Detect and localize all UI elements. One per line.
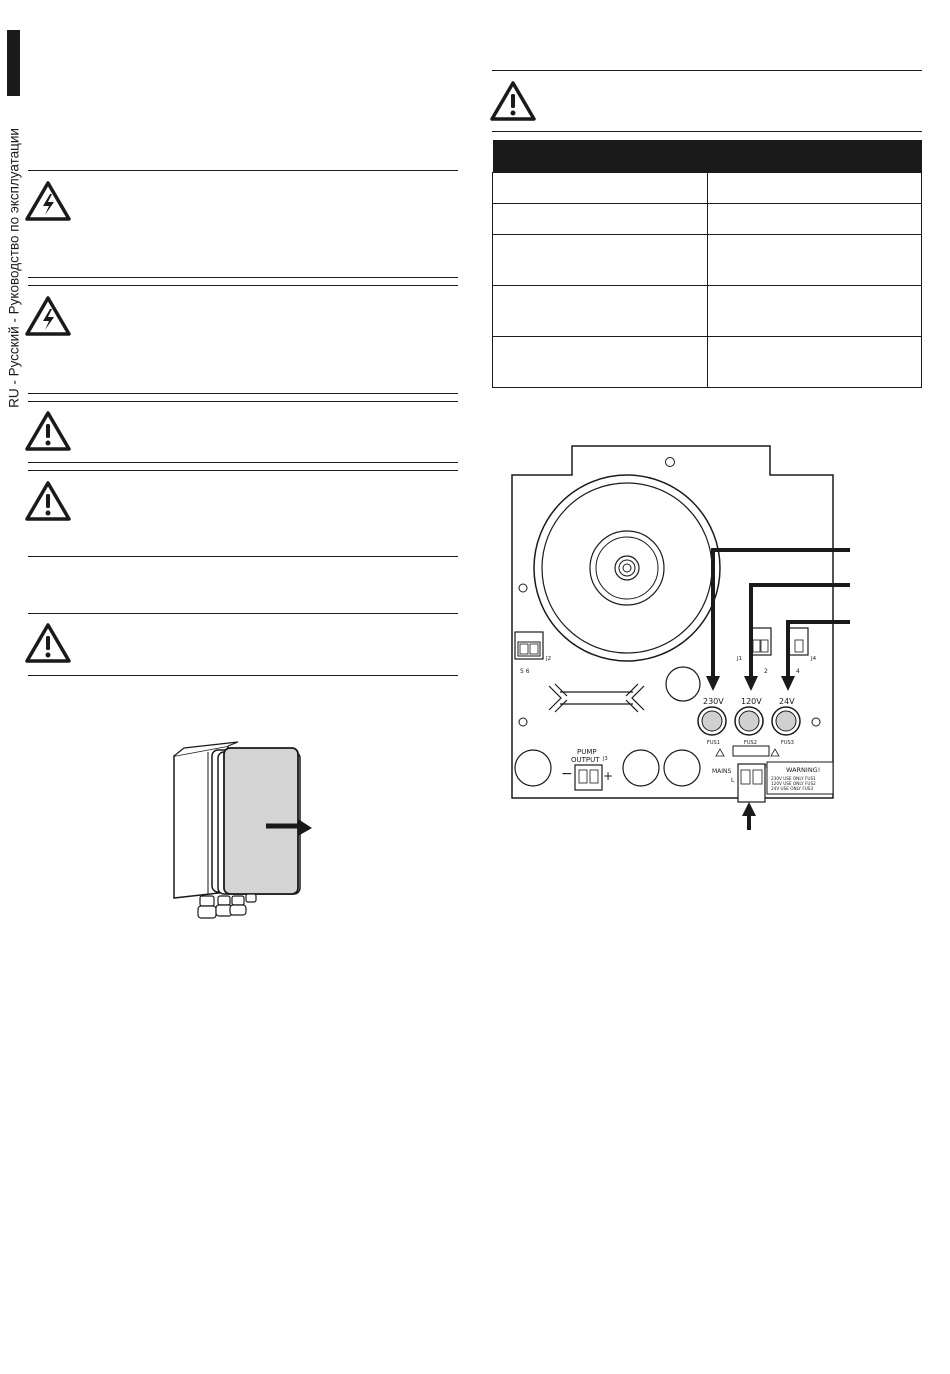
table-cell	[707, 204, 922, 235]
table-cell	[707, 337, 922, 388]
mains-label: MAINS	[712, 768, 732, 775]
connector-pin-label: 2	[764, 668, 768, 675]
fuse-voltage-label: 24V	[779, 697, 795, 706]
fuse-label: FUS2	[744, 740, 757, 746]
mains-l-label: L	[731, 777, 735, 784]
connector-ref-label: J4	[811, 656, 817, 662]
table-cell	[707, 286, 922, 337]
fuse-voltage-label: 120V	[741, 697, 762, 706]
connector-pin-label: 4	[796, 668, 800, 675]
sidebar-language-label: RU - Русский - Руководство по эксплуатации	[6, 128, 22, 408]
fuse-warning-title: WARNING!	[786, 766, 821, 774]
fuse-warning-line: 230V USE ONLY FUS1	[771, 776, 816, 781]
connector-ref-label: J1	[737, 656, 743, 662]
connector	[515, 632, 543, 659]
high-voltage-warning-icon	[25, 180, 71, 222]
capacitor	[515, 750, 551, 786]
table-cell	[493, 204, 708, 235]
divider	[28, 675, 458, 676]
exclamation-warning-icon	[25, 410, 71, 452]
fuse-label: FUS3	[781, 740, 794, 746]
table-header	[493, 140, 922, 173]
divider	[28, 556, 458, 557]
section-tab-marker	[7, 30, 20, 96]
table-row	[493, 286, 922, 337]
table-cell	[707, 173, 922, 204]
fuse-voltage-label: 230V	[703, 697, 724, 706]
capacitor	[623, 750, 659, 786]
pump-output-label: PUMP	[577, 748, 597, 756]
enclosure-cover-removal-illustration	[168, 740, 318, 930]
control-board-diagram	[505, 440, 865, 830]
table-row	[493, 337, 922, 388]
table-row	[493, 235, 922, 286]
divider	[28, 613, 458, 614]
exclamation-warning-icon	[25, 622, 71, 664]
table-cell	[493, 337, 708, 388]
transformer	[534, 475, 720, 661]
exclamation-warning-icon	[490, 80, 536, 122]
plus-label: +	[603, 769, 614, 783]
table-cell	[493, 235, 708, 286]
connector-ref-label: J2	[546, 656, 552, 662]
fuse-warning-line: 24V USE ONLY FUS3	[771, 786, 814, 791]
connector-pin-label: 5 6	[520, 668, 530, 675]
divider	[28, 401, 458, 402]
table-row	[493, 204, 922, 235]
capacitor	[666, 667, 700, 701]
exclamation-warning-icon	[25, 480, 71, 522]
capacitor	[664, 750, 700, 786]
divider	[492, 70, 922, 71]
divider	[28, 285, 458, 286]
connector	[788, 628, 808, 655]
table-row	[493, 173, 922, 204]
high-voltage-warning-icon	[25, 295, 71, 337]
connector-ref-label: J3	[603, 756, 608, 762]
table-cell	[707, 235, 922, 286]
divider	[28, 393, 458, 394]
table-cell	[493, 173, 708, 204]
fuse-label: FUS1	[707, 740, 720, 746]
divider	[28, 462, 458, 463]
fuse-warning-line: 120V USE ONLY FUS2	[771, 781, 816, 786]
divider	[492, 131, 922, 132]
divider	[28, 277, 458, 278]
divider	[28, 470, 458, 471]
divider	[28, 170, 458, 171]
specifications-table	[492, 140, 922, 388]
table-cell	[493, 286, 708, 337]
minus-label: −	[561, 766, 573, 782]
pump-output-label: OUTPUT	[571, 756, 600, 764]
